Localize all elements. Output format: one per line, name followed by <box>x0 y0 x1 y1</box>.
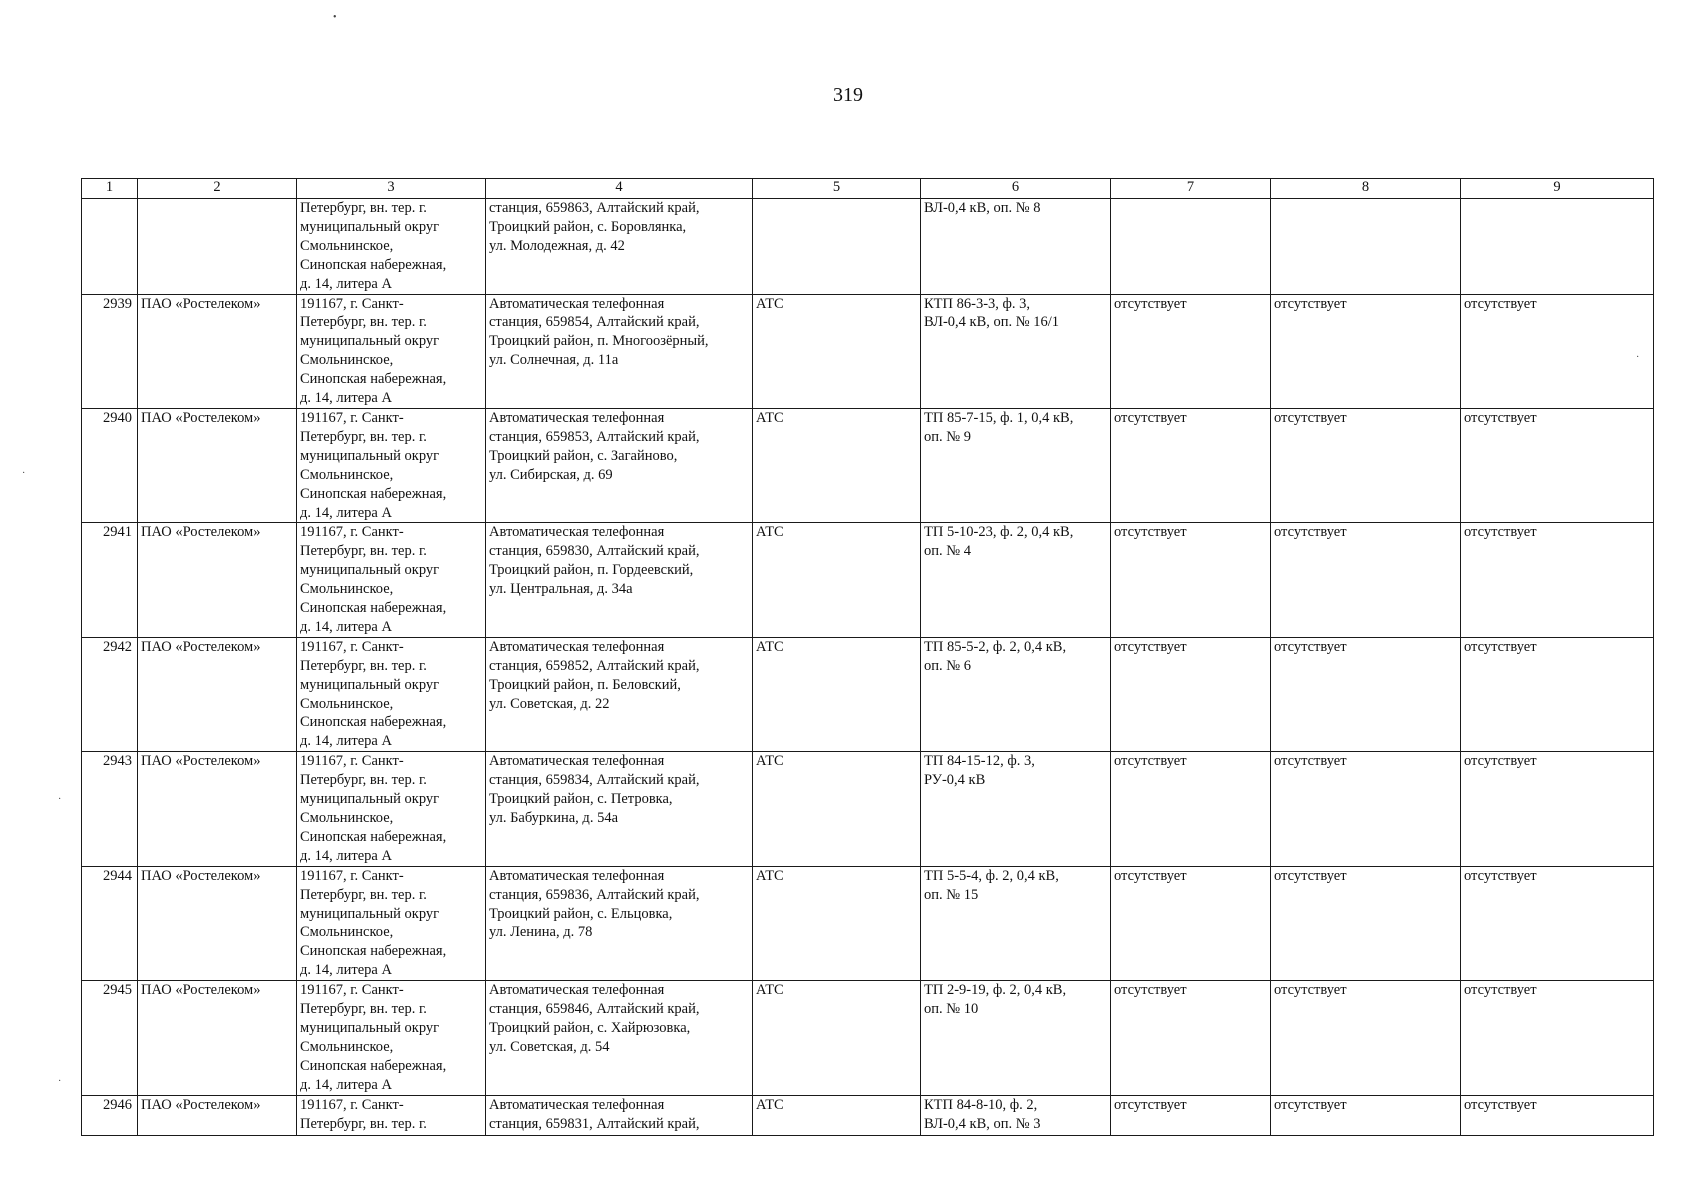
column-header: 4 <box>486 179 753 199</box>
column-7-cell: отсутствует <box>1111 752 1271 866</box>
object-type-cell: АТС <box>753 637 921 751</box>
connection-point-cell: ТП 5-5-4, ф. 2, 0,4 кВ, оп. № 15 <box>921 866 1111 980</box>
column-7-cell: отсутствует <box>1111 523 1271 637</box>
object-cell: Автоматическая телефонная станция, 659834, Алтайский край, Троицкий район, с. Петровка, ул. Бабуркина, д. 54а <box>486 752 753 866</box>
column-7-cell <box>1111 199 1271 295</box>
owner-cell: ПАО «Ростелеком» <box>138 294 297 408</box>
object-type-cell <box>753 199 921 295</box>
row-number: 2945 <box>82 981 138 1095</box>
table-row <box>82 199 1654 295</box>
column-7-cell: отсутствует <box>1111 408 1271 522</box>
column-header: 8 <box>1271 179 1461 199</box>
object-cell: Автоматическая телефонная станция, 659836, Алтайский край, Троицкий район, с. Ельцовка, ул. Ленина, д. 78 <box>486 866 753 980</box>
column-9-cell: отсутствует <box>1461 637 1654 751</box>
column-header: 5 <box>753 179 921 199</box>
column-7-cell: отсутствует <box>1111 866 1271 980</box>
header-row <box>82 179 1654 199</box>
owner-cell <box>138 199 297 295</box>
owner-cell: ПАО «Ростелеком» <box>138 866 297 980</box>
connection-point-cell: КТП 86-3-3, ф. 3, ВЛ-0,4 кВ, оп. № 16/1 <box>921 294 1111 408</box>
object-type-cell: АТС <box>753 294 921 408</box>
scan-speck: · <box>1636 352 1640 363</box>
owner-cell: ПАО «Ростелеком» <box>138 752 297 866</box>
column-7-cell: отсутствует <box>1111 294 1271 408</box>
row-number: 2943 <box>82 752 138 866</box>
connection-point-cell: ТП 84-15-12, ф. 3, РУ-0,4 кВ <box>921 752 1111 866</box>
table-row <box>82 1095 1654 1135</box>
connection-point-cell: ТП 85-5-2, ф. 2, 0,4 кВ, оп. № 6 <box>921 637 1111 751</box>
owner-cell: ПАО «Ростелеком» <box>138 981 297 1095</box>
object-cell: Автоматическая телефонная станция, 659831, Алтайский край, <box>486 1095 753 1135</box>
row-number: 2940 <box>82 408 138 522</box>
column-9-cell: отсутствует <box>1461 981 1654 1095</box>
owner-address-cell: 191167, г. Санкт- Петербург, вн. тер. г. муниципальный округ Смольнинское, Синопская набережная, д. 14, литера А <box>297 408 486 522</box>
owner-cell: ПАО «Ростелеком» <box>138 1095 297 1135</box>
object-cell: Автоматическая телефонная станция, 659852, Алтайский край, Троицкий район, п. Беловский, ул. Советская, д. 22 <box>486 637 753 751</box>
object-cell: Автоматическая телефонная станция, 659846, Алтайский край, Троицкий район, с. Хайрюзовка, ул. Советская, д. 54 <box>486 981 753 1095</box>
table-row <box>82 866 1654 980</box>
column-header: 2 <box>138 179 297 199</box>
object-cell: Автоматическая телефонная станция, 659853, Алтайский край, Троицкий район, с. Загайново, ул. Сибирская, д. 69 <box>486 408 753 522</box>
row-number: 2941 <box>82 523 138 637</box>
object-cell: Автоматическая телефонная станция, 659854, Алтайский край, Троицкий район, п. Многоозёрный, ул. Солнечная, д. 11а <box>486 294 753 408</box>
column-header: 7 <box>1111 179 1271 199</box>
column-9-cell: отсутствует <box>1461 752 1654 866</box>
row-number <box>82 199 138 295</box>
scan-speck: · <box>22 468 26 479</box>
column-8-cell: отсутствует <box>1271 294 1461 408</box>
row-number: 2944 <box>82 866 138 980</box>
column-7-cell: отсутствует <box>1111 1095 1271 1135</box>
connection-point-cell: ВЛ-0,4 кВ, оп. № 8 <box>921 199 1111 295</box>
owner-address-cell: 191167, г. Санкт- Петербург, вн. тер. г. муниципальный округ Смольнинское, Синопская набережная, д. 14, литера А <box>297 752 486 866</box>
column-8-cell: отсутствует <box>1271 408 1461 522</box>
column-8-cell: отсутствует <box>1271 1095 1461 1135</box>
column-9-cell: отсутствует <box>1461 523 1654 637</box>
row-number: 2939 <box>82 294 138 408</box>
row-number: 2946 <box>82 1095 138 1135</box>
object-cell: Автоматическая телефонная станция, 659830, Алтайский край, Троицкий район, п. Гордеевский, ул. Центральная, д. 34а <box>486 523 753 637</box>
scan-speck: · <box>58 1076 62 1087</box>
column-8-cell: отсутствует <box>1271 523 1461 637</box>
table-row <box>82 294 1654 408</box>
column-9-cell: отсутствует <box>1461 294 1654 408</box>
table-row <box>82 523 1654 637</box>
connection-point-cell: ТП 2-9-19, ф. 2, 0,4 кВ, оп. № 10 <box>921 981 1111 1095</box>
owner-cell: ПАО «Ростелеком» <box>138 637 297 751</box>
owner-address-cell: 191167, г. Санкт- Петербург, вн. тер. г. муниципальный округ Смольнинское, Синопская набережная, д. 14, литера А <box>297 981 486 1095</box>
registry-table <box>81 178 1654 1136</box>
table-row <box>82 981 1654 1095</box>
owner-address-cell: Петербург, вн. тер. г. муниципальный округ Смольнинское, Синопская набережная, д. 14, литера А <box>297 199 486 295</box>
column-7-cell: отсутствует <box>1111 637 1271 751</box>
column-8-cell <box>1271 199 1461 295</box>
object-cell: станция, 659863, Алтайский край, Троицкий район, с. Боровлянка, ул. Молодежная, д. 42 <box>486 199 753 295</box>
column-8-cell: отсутствует <box>1271 637 1461 751</box>
owner-address-cell: 191167, г. Санкт- Петербург, вн. тер. г. <box>297 1095 486 1135</box>
table-row <box>82 408 1654 522</box>
column-9-cell: отсутствует <box>1461 408 1654 522</box>
column-header: 1 <box>82 179 138 199</box>
owner-address-cell: 191167, г. Санкт- Петербург, вн. тер. г. муниципальный округ Смольнинское, Синопская набережная, д. 14, литера А <box>297 294 486 408</box>
object-type-cell: АТС <box>753 408 921 522</box>
column-8-cell: отсутствует <box>1271 866 1461 980</box>
scan-speck: • <box>333 12 337 23</box>
row-number: 2942 <box>82 637 138 751</box>
object-type-cell: АТС <box>753 981 921 1095</box>
object-type-cell: АТС <box>753 866 921 980</box>
table-row <box>82 637 1654 751</box>
object-type-cell: АТС <box>753 523 921 637</box>
column-9-cell: отсутствует <box>1461 866 1654 980</box>
column-9-cell: отсутствует <box>1461 1095 1654 1135</box>
object-type-cell: АТС <box>753 752 921 866</box>
table-row <box>82 752 1654 866</box>
owner-cell: ПАО «Ростелеком» <box>138 408 297 522</box>
page-number: 319 <box>833 84 863 106</box>
owner-cell: ПАО «Ростелеком» <box>138 523 297 637</box>
owner-address-cell: 191167, г. Санкт- Петербург, вн. тер. г. муниципальный округ Смольнинское, Синопская набережная, д. 14, литера А <box>297 523 486 637</box>
connection-point-cell: ТП 5-10-23, ф. 2, 0,4 кВ, оп. № 4 <box>921 523 1111 637</box>
connection-point-cell: ТП 85-7-15, ф. 1, 0,4 кВ, оп. № 9 <box>921 408 1111 522</box>
owner-address-cell: 191167, г. Санкт- Петербург, вн. тер. г. муниципальный округ Смольнинское, Синопская набережная, д. 14, литера А <box>297 637 486 751</box>
object-type-cell: АТС <box>753 1095 921 1135</box>
column-8-cell: отсутствует <box>1271 981 1461 1095</box>
connection-point-cell: КТП 84-8-10, ф. 2, ВЛ-0,4 кВ, оп. № 3 <box>921 1095 1111 1135</box>
owner-address-cell: 191167, г. Санкт- Петербург, вн. тер. г. муниципальный округ Смольнинское, Синопская набережная, д. 14, литера А <box>297 866 486 980</box>
scan-speck: · <box>58 794 62 805</box>
column-9-cell <box>1461 199 1654 295</box>
column-8-cell: отсутствует <box>1271 752 1461 866</box>
column-header: 3 <box>297 179 486 199</box>
column-header: 9 <box>1461 179 1654 199</box>
column-header: 6 <box>921 179 1111 199</box>
column-7-cell: отсутствует <box>1111 981 1271 1095</box>
